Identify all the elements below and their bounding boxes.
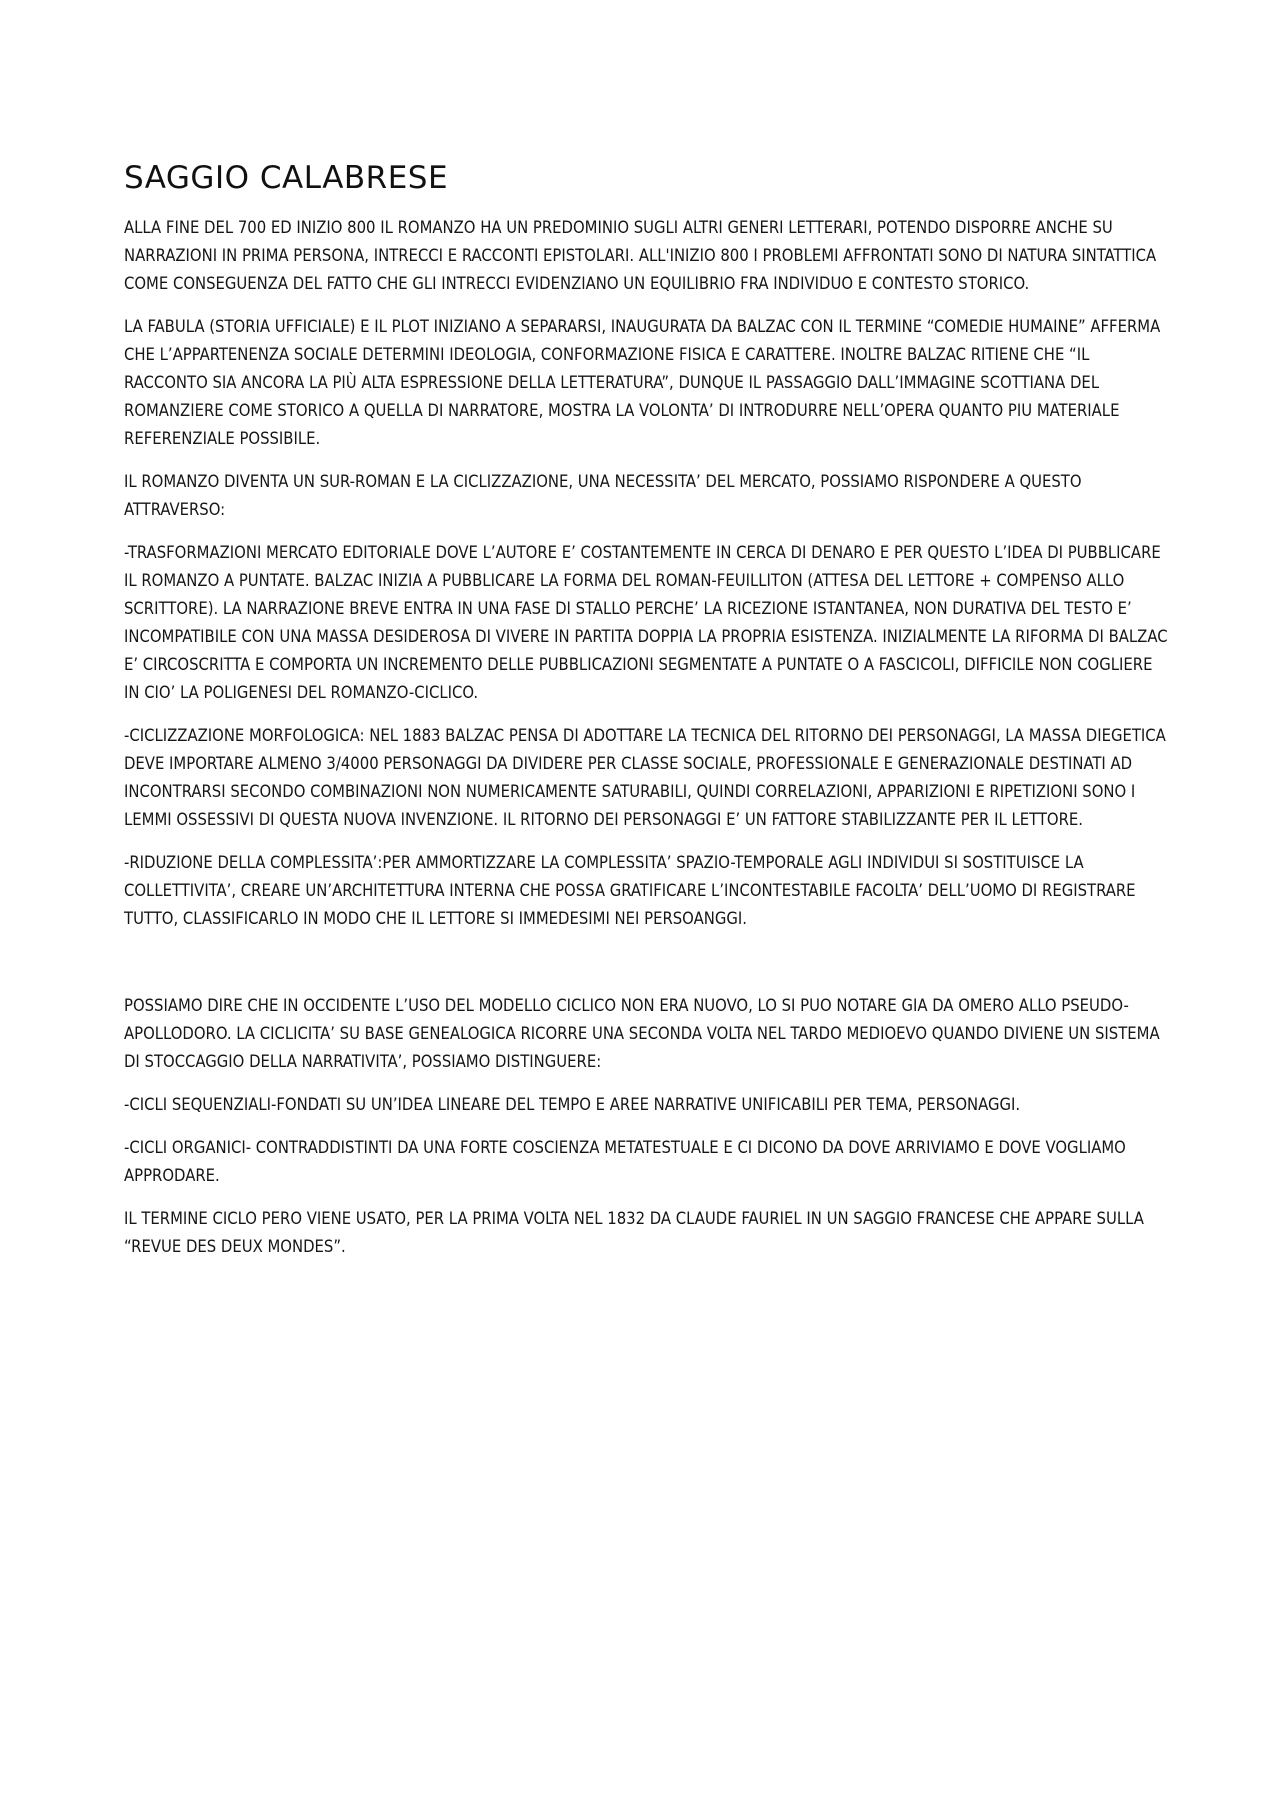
paragraph-fabula: LA FABULA (STORIA UFFICIALE) E IL PLOT INIZIANO A SEPARARSI, INAUGURATA DA BALZAC CON IL TERMINE “COMEDIE HUMAINE” AFFERMA CHE L’APPARTENENZA SOCIALE DETERMINI IDEOLOGIA, CONFORMAZIONE FISICA E CARATTERE. INOLTRE BALZAC RITIENE CHE “IL RACCONTO SIA ANCORA LA PIÙ ALTA ESPRESSIONE DELLA LETTERATURA”, DUNQUE IL PASSAGGIO DALL’IMMAGINE SCOTTIANA DEL ROMANZIERE COME STORICO A QUELLA DI NARRATORE, MOSTRA LA VOLONTA’ DI INTRODURRE NELL’OPERA QUANTO PIU MATERIALE REFERENZIALE POSSIBILE. xyxy=(124,317,1161,448)
paragraph-cicli-organici: -CICLI ORGANICI- CONTRADDISTINTI DA UNA FORTE COSCIENZA METATESTUALE E CI DICONO DA DOVE ARRIVIAMO E DOVE VOGLIAMO APPRODARE. xyxy=(124,1138,1126,1185)
paragraph-cicli-sequenziali: -CICLI SEQUENZIALI-FONDATI SU UN’IDEA LINEARE DEL TEMPO E AREE NARRATIVE UNIFICABILI PER TEMA, PERSONAGGI. xyxy=(124,1095,1021,1114)
paragraph-riduzione: -RIDUZIONE DELLA COMPLESSITA’:PER AMMORTIZZARE LA COMPLESSITA’ SPAZIO-TEMPORALE AGLI INDIVIDUI SI SOSTITUISCE LA COLLETTIVITA’, CREARE UN’ARCHITETTURA INTERNA CHE POSSA GRATIFICARE L’INCONTESTABILE FACOLTA’ DELL’UOMO DI REGISTRARE TUTTO, CLASSIFICARLO IN MODO CHE IL LETTORE SI IMMEDESIMI NEI PERSOANGGI. xyxy=(124,853,1136,928)
paragraph-occidente: POSSIAMO DIRE CHE IN OCCIDENTE L’USO DEL MODELLO CICLICO NON ERA NUOVO, LO SI PUO NOTARE GIA DA OMERO ALLO PSEUDO-APOLLODORO. LA CICLICITA’ SU BASE GENEALOGICA RICORRE UNA SECONDA VOLTA NEL TARDO MEDIOEVO QUANDO DIVIENE UN SISTEMA DI STOCCAGGIO DELLA NARRATIVITA’, POSSIAMO DISTINGUERE: xyxy=(124,996,1160,1071)
paragraph-sur-roman: IL ROMANZO DIVENTA UN SUR-ROMAN E LA CICLIZZAZIONE, UNA NECESSITA’ DEL MERCATO, POSSIAMO RISPONDERE A QUESTO ATTRAVERSO: xyxy=(124,472,1082,519)
paragraph-termine-ciclo: IL TERMINE CICLO PERO VIENE USATO, PER LA PRIMA VOLTA NEL 1832 DA CLAUDE FAURIEL IN UN SAGGIO FRANCESE CHE APPARE SULLA “REVUE DES DEUX MONDES”. xyxy=(124,1209,1144,1256)
section-gap xyxy=(124,948,1169,992)
document-page xyxy=(124,158,1169,1276)
paragraph-intro: ALLA FINE DEL 700 ED INIZIO 800 IL ROMANZO HA UN PREDOMINIO SUGLI ALTRI GENERI LETTERARI, POTENDO DISPORRE ANCHE SU NARRAZIONI IN PRIMA PERSONA, INTRECCI E RACCONTI EPISTOLARI. ALL'INIZIO 800 I PROBLEMI AFFRONTATI SONO DI NATURA SINTATTICA COME CONSEGUENZA DEL FATTO CHE GLI INTRECCI EVIDENZIANO UN EQUILIBRIO FRA INDIVIDUO E CONTESTO STORICO. xyxy=(124,218,1157,293)
paragraph-trasformazioni: -TRASFORMAZIONI MERCATO EDITORIALE DOVE L’AUTORE E’ COSTANTEMENTE IN CERCA DI DENARO E PER QUESTO L’IDEA DI PUBBLICARE IL ROMANZO A PUNTATE. BALZAC INIZIA A PUBBLICARE LA FORMA DEL ROMAN-FEUILLITON (ATTESA DEL LETTORE + COMPENSO ALLO SCRITTORE). LA NARRAZIONE BREVE ENTRA IN UNA FASE DI STALLO PERCHE’ LA RICEZIONE ISTANTANEA, NON DURATIVA DEL TESTO E’ INCOMPATIBILE CON UNA MASSA DESIDEROSA DI VIVERE IN PARTITA DOPPIA LA PROPRIA ESISTENZA. INIZIALMENTE LA RIFORMA DI BALZAC E’ CIRCOSCRITTA E COMPORTA UN INCREMENTO DELLE PUBBLICAZIONI SEGMENTATE A PUNTATE O A FASCICOLI, DIFFICILE NON COGLIERE IN CIO’ LA POLIGENESI DEL ROMANZO-CICLICO. xyxy=(124,543,1168,702)
paragraph-ciclizzazione: -CICLIZZAZIONE MORFOLOGICA: NEL 1883 BALZAC PENSA DI ADOTTARE LA TECNICA DEL RITORNO DEI PERSONAGGI, LA MASSA DIEGETICA DEVE IMPORTARE ALMENO 3/4000 PERSONAGGI DA DIVIDERE PER CLASSE SOCIALE, PROFESSIONALE E GENERAZIONALE DESTINATI AD INCONTRARSI SECONDO COMBINAZIONI NON NUMERICAMENTE SATURABILI, QUINDI CORRELAZIONI, APPARIZIONI E RIPETIZIONI SONO I LEMMI OSSESSIVI DI QUESTA NUOVA INVENZIONE. IL RITORNO DEI PERSONAGGI E’ UN FATTORE STABILIZZANTE PER IL LETTORE. xyxy=(124,726,1166,829)
document-title: SAGGIO CALABRESE xyxy=(124,160,449,196)
